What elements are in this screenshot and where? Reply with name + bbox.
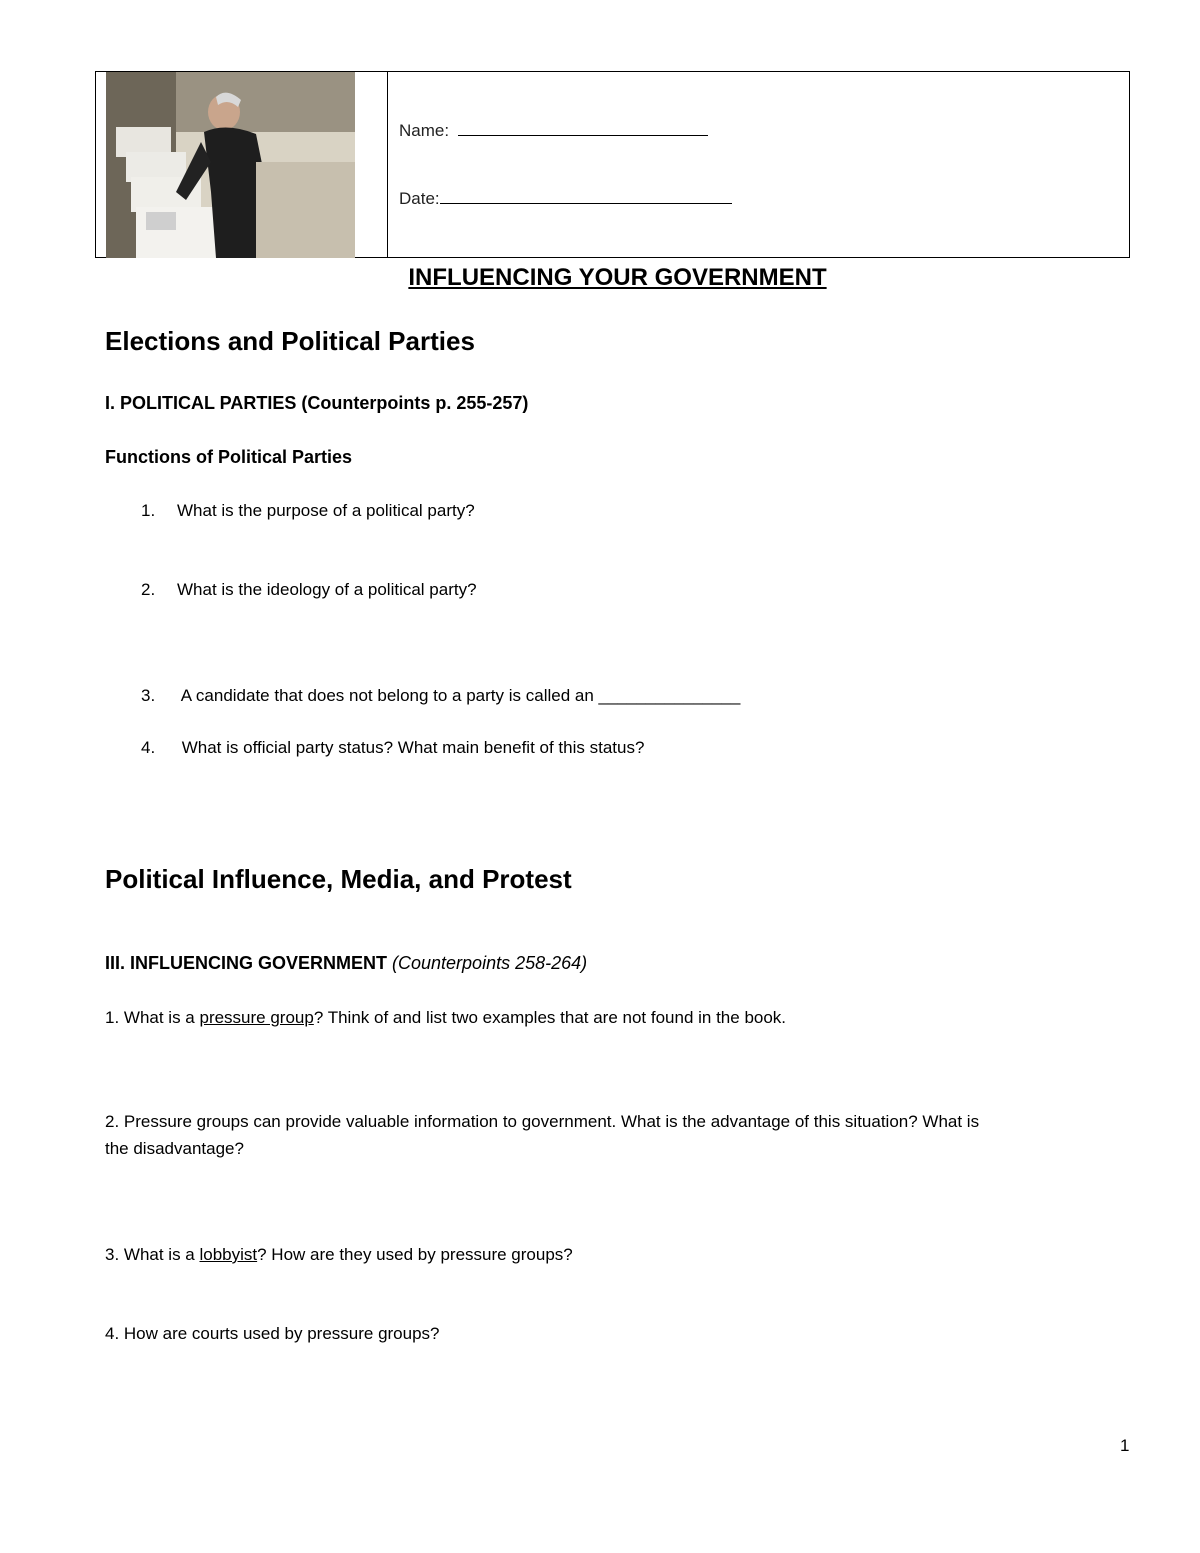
pressure-question-4: 4. How are courts used by pressure groups? bbox=[105, 1324, 440, 1343]
question-text: What is the ideology of a political party? bbox=[177, 580, 477, 599]
subheading-functions: Functions of Political Parties bbox=[105, 447, 353, 467]
subheading-influencing-government bbox=[105, 953, 587, 974]
subheading-political-parties: I. POLITICAL PARTIES (Counterpoints p. 255-257) bbox=[105, 393, 529, 413]
question-text-post: ? How are they used by pressure groups? bbox=[257, 1245, 573, 1264]
question-text-post: ? Think of and list two examples that are not found in the book. bbox=[313, 1008, 787, 1027]
voting-booth-photo bbox=[106, 72, 355, 258]
question-text-pre: 1. What is a bbox=[105, 1008, 200, 1027]
term-lobbyist: lobbyist bbox=[199, 1245, 258, 1264]
header-table bbox=[95, 71, 1130, 258]
question-number: 4. bbox=[141, 738, 156, 757]
section-heading-elections: Elections and Political Parties bbox=[105, 326, 475, 356]
question-text: What is the purpose of a political party? bbox=[177, 501, 475, 520]
name-label: Name: bbox=[399, 121, 450, 140]
page-title: INFLUENCING YOUR GOVERNMENT bbox=[408, 264, 827, 291]
pressure-question-2-line2: the disadvantage? bbox=[105, 1139, 244, 1158]
question-4 bbox=[141, 738, 644, 758]
name-field[interactable] bbox=[399, 119, 708, 141]
term-pressure-group: pressure group bbox=[199, 1008, 314, 1027]
question-2 bbox=[141, 580, 477, 600]
question-1 bbox=[141, 501, 475, 521]
page-number: 1 bbox=[1120, 1436, 1130, 1455]
pressure-question-3 bbox=[105, 1245, 573, 1265]
question-text-pre: 3. What is a bbox=[105, 1245, 200, 1264]
question-text: A candidate that does not belong to a party is called an _______________ bbox=[177, 686, 741, 705]
date-blank-line[interactable] bbox=[440, 187, 732, 204]
name-blank-line[interactable] bbox=[458, 119, 708, 136]
question-number: 3. bbox=[141, 686, 156, 705]
pressure-question-2-line1: 2. Pressure groups can provide valuable information to government. What is the advantage of this situation? What is bbox=[105, 1112, 980, 1131]
subheading-bold: III. INFLUENCING GOVERNMENT bbox=[105, 953, 393, 973]
header-divider bbox=[387, 72, 388, 257]
question-number: 1. bbox=[141, 501, 156, 520]
question-3 bbox=[141, 686, 740, 706]
subheading-italic: (Counterpoints 258-264) bbox=[392, 953, 588, 973]
section-heading-influence: Political Influence, Media, and Protest bbox=[105, 864, 572, 894]
date-field[interactable] bbox=[399, 187, 732, 209]
date-label: Date: bbox=[399, 189, 440, 208]
question-number: 2. bbox=[141, 580, 156, 599]
pressure-question-1 bbox=[105, 1008, 786, 1028]
question-text: What is official party status? What main benefit of this status? bbox=[177, 738, 645, 757]
